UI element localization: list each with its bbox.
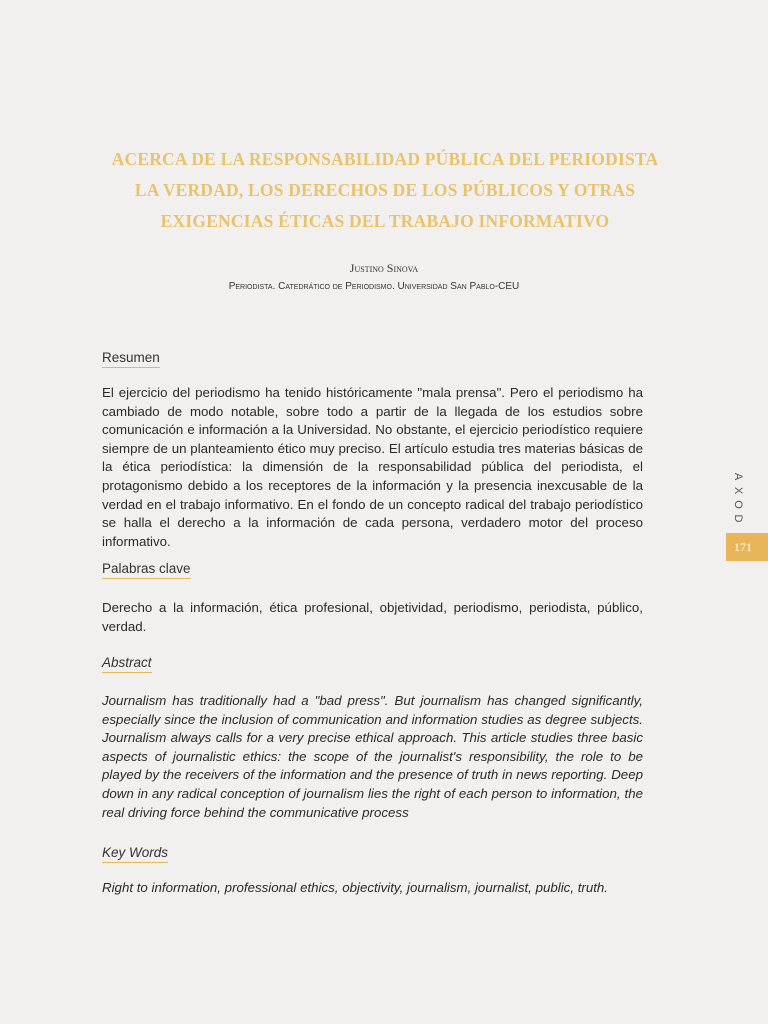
key-words-text: Right to information, professional ethics, objectivity, journalism, journalist, public, truth. — [102, 880, 609, 895]
journal-vertical-logo — [730, 470, 746, 526]
abstract-text: Journalism has traditionally had a "bad press". But journalism has changed significantly, especially since the inclusion of communication and information studies as degree subjects. Journalism always calls for a very precise ethical approach. This article studies three basic aspects of journalistic ethics: the scope of the journalist's responsibility, the role to be played by the receivers of the information and the presence of truth in news reporting. Deep down in any radical conception of journalism lies the right of each person to information, the real driving force behind the communicative process — [102, 693, 643, 820]
page-number: 171 — [734, 540, 752, 554]
title-line-2: LA VERDAD, LOS DERECHOS DE LOS PÚBLICOS Y OTRAS — [134, 180, 636, 200]
page-number-box — [726, 533, 768, 561]
author-affiliation: Periodista. Catedrático de Periodismo. Universidad San Pablo-CEU — [228, 281, 520, 292]
logo-letter: X — [732, 486, 744, 496]
resumen-heading: Resumen — [102, 350, 160, 368]
author-name: Justino Sinova — [349, 261, 419, 275]
title-line-1: ACERCA DE LA RESPONSABILIDAD PÚBLICA DEL PERIODISTA — [111, 149, 659, 169]
resumen-text: El ejercicio del periodismo ha tenido históricamente "mala prensa". Pero el periodismo ha cambiado de modo notable, sobre todo a partir de la llegada de los estudios sobre comunicación e información a la Universidad. No obstante, el ejercicio periodístico requiere siempre de un planteamiento ético muy preciso. El artículo estudia tres materias básicas de la ética periodística: la dimensión de la responsabilidad pública del periodista, el protagonismo debido a los receptores de la información y la presencia inexcusable de la verdad en el trabajo informativo. En el fondo de un concepto radical del trabajo periodístico se halla el derecho a la información de cada persona, verdadero motor del proceso informativo. — [102, 385, 643, 549]
key-words-heading: Key Words — [102, 845, 168, 863]
palabras-clave-text: Derecho a la información, ética profesional, objetividad, periodismo, periodista, público, verdad. — [102, 600, 643, 634]
logo-letter: D — [732, 514, 744, 524]
article-title — [60, 144, 710, 237]
palabras-clave-heading: Palabras clave — [102, 561, 191, 579]
logo-letter: O — [732, 500, 744, 510]
logo-letter: A — [732, 472, 744, 482]
title-line-3: EXIGENCIAS ÉTICAS DEL TRABAJO INFORMATIVO — [160, 211, 610, 231]
abstract-heading: Abstract — [102, 655, 152, 673]
